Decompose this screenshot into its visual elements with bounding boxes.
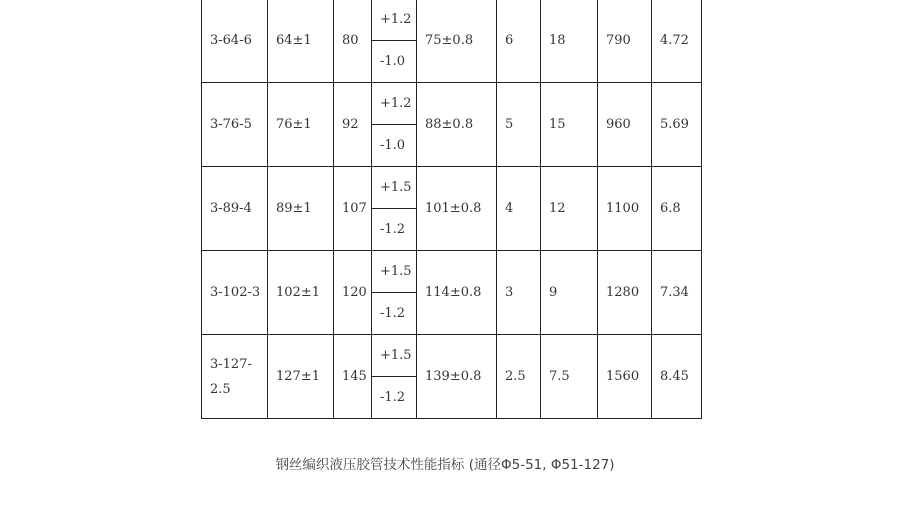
table-row [202, 167, 702, 209]
cell-model: 3-76-5 [202, 83, 268, 167]
cell-outer: 120 [334, 251, 372, 335]
cell-c9: 7.34 [652, 251, 702, 335]
cell-c6: 5 [497, 83, 541, 167]
cell-c7: 7.5 [541, 335, 598, 419]
cell-c8: 960 [598, 83, 652, 167]
cell-od2: 88±0.8 [417, 83, 497, 167]
spec-table [201, 0, 702, 419]
spec-table-body [202, 0, 702, 419]
cell-tol_plus: +1.5 [372, 335, 417, 377]
cell-tol_plus: +1.5 [372, 167, 417, 209]
cell-tol_minus: -1.2 [372, 377, 417, 419]
cell-outer: 107 [334, 167, 372, 251]
table-caption: 钢丝编织液压胶管技术性能指标 (通径Φ5-51, Φ51-127) [275, 457, 615, 473]
table-row [202, 251, 702, 293]
cell-c7: 9 [541, 251, 598, 335]
cell-c6: 3 [497, 251, 541, 335]
cell-outer: 80 [334, 0, 372, 83]
cell-c9: 6.8 [652, 167, 702, 251]
table-row [202, 335, 702, 377]
cell-model: 3-102-3 [202, 251, 268, 335]
cell-c9: 4.72 [652, 0, 702, 83]
cell-od2: 75±0.8 [417, 0, 497, 83]
cell-tol_plus: +1.2 [372, 83, 417, 125]
cell-c8: 1560 [598, 335, 652, 419]
cell-c6: 6 [497, 0, 541, 83]
cell-c7: 12 [541, 167, 598, 251]
cell-c8: 1100 [598, 167, 652, 251]
cell-c8: 790 [598, 0, 652, 83]
cell-c6: 4 [497, 167, 541, 251]
cell-inner: 127±1 [268, 335, 334, 419]
cell-c8: 1280 [598, 251, 652, 335]
cell-inner: 76±1 [268, 83, 334, 167]
cell-tol_minus: -1.0 [372, 41, 417, 83]
cell-od2: 114±0.8 [417, 251, 497, 335]
cell-outer: 92 [334, 83, 372, 167]
cell-inner: 102±1 [268, 251, 334, 335]
table-row [202, 0, 702, 41]
cell-outer: 145 [334, 335, 372, 419]
cell-tol_minus: -1.0 [372, 125, 417, 167]
cell-model: 3-89-4 [202, 167, 268, 251]
cell-inner: 64±1 [268, 0, 334, 83]
cell-tol_minus: -1.2 [372, 293, 417, 335]
cell-tol_plus: +1.2 [372, 0, 417, 41]
cell-tol_minus: -1.2 [372, 209, 417, 251]
cell-od2: 101±0.8 [417, 167, 497, 251]
cell-c7: 15 [541, 83, 598, 167]
cell-model: 3-127- 2.5 [202, 335, 268, 419]
cell-model: 3-64-6 [202, 0, 268, 83]
table-row [202, 83, 702, 125]
cell-od2: 139±0.8 [417, 335, 497, 419]
cell-c6: 2.5 [497, 335, 541, 419]
cell-tol_plus: +1.5 [372, 251, 417, 293]
cell-c9: 8.45 [652, 335, 702, 419]
cell-inner: 89±1 [268, 167, 334, 251]
cell-c9: 5.69 [652, 83, 702, 167]
cell-c7: 18 [541, 0, 598, 83]
